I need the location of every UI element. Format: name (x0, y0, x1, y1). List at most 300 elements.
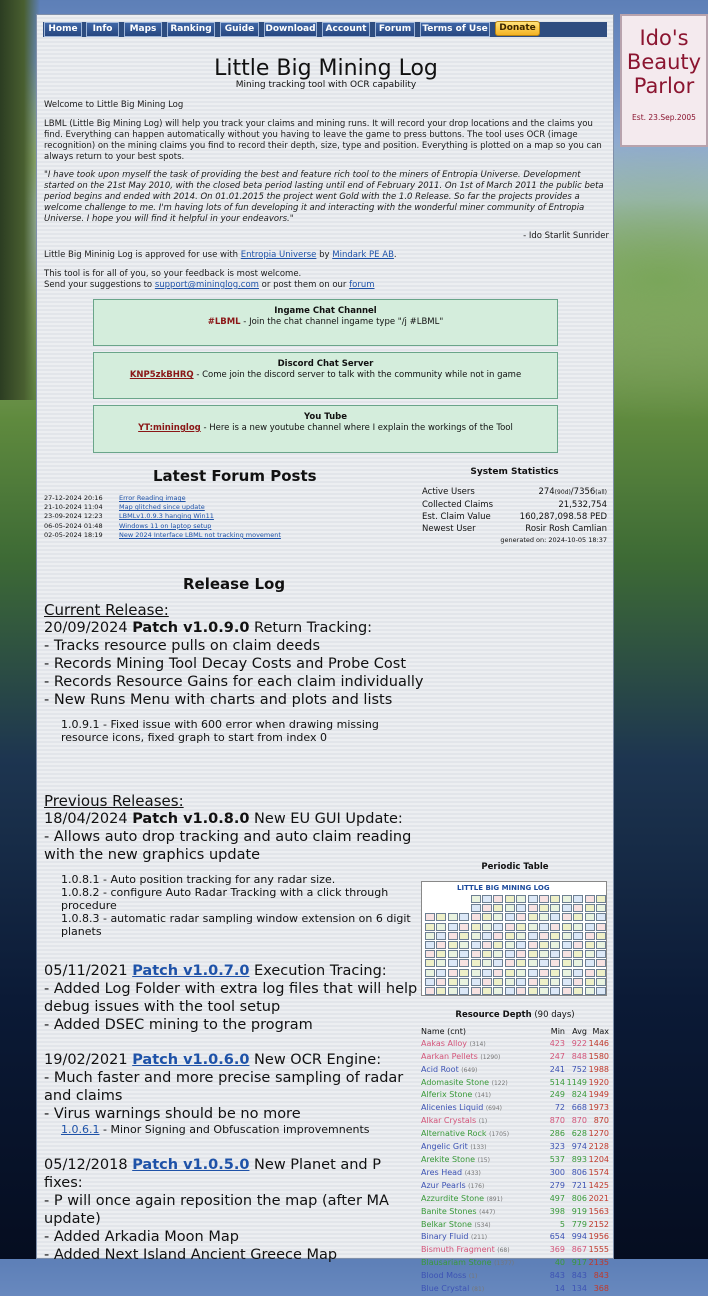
resource-name-cell (421, 1283, 543, 1296)
periodic-cell (539, 978, 549, 986)
resource-avg: 893 (571, 1154, 587, 1164)
resource-max: 2021 (588, 1193, 609, 1203)
periodic-cell (539, 913, 549, 921)
forum-link[interactable]: forum (349, 280, 375, 290)
periodic-cell (562, 978, 572, 986)
resource-row (421, 1257, 609, 1270)
periodic-cell (573, 959, 583, 967)
forum-post-link[interactable]: Map glitched since update (119, 503, 205, 512)
resource-avg: 134 (571, 1284, 587, 1294)
periodic-cell (562, 987, 572, 995)
youtube-heading: You Tube (304, 412, 347, 422)
resource-avg: 806 (571, 1167, 587, 1177)
periodic-cell (585, 959, 595, 967)
resource-count: (15) (477, 1156, 490, 1164)
resource-name: Alferix Stone (421, 1090, 473, 1100)
col-min: Min (550, 1026, 565, 1036)
resource-avg: 867 (571, 1245, 587, 1255)
col-name: Name (cnt) (421, 1026, 466, 1036)
periodic-cell (550, 904, 560, 912)
periodic-cell (528, 969, 538, 977)
periodic-cell (459, 987, 469, 995)
periodic-cell (482, 987, 492, 995)
periodic-cell (585, 932, 595, 940)
periodic-cell (448, 959, 458, 967)
stats-generated: generated on: 2024-10-05 18:37 (500, 536, 607, 544)
periodic-cell (425, 959, 435, 967)
forum-post (44, 494, 281, 503)
resource-count: (176) (468, 1182, 485, 1190)
resource-row (421, 1193, 609, 1206)
previous-releases-heading: Previous Releases: (44, 792, 184, 810)
mindark-link[interactable]: Mindark PE AB (332, 250, 394, 260)
nav-account[interactable]: Account (322, 22, 370, 37)
discord-heading: Discord Chat Server (277, 359, 374, 369)
periodic-cell (550, 969, 560, 977)
forum-post-link[interactable]: LBMLv1.0.9.3 hanging Win11 (119, 512, 214, 521)
resource-avg: 919 (571, 1206, 587, 1216)
resource-count: (133) (470, 1144, 487, 1152)
stat-row (422, 499, 607, 511)
forum-post (44, 512, 281, 521)
stat-label: Collected Claims (422, 500, 493, 510)
resource-name-cell (421, 1219, 543, 1232)
discord-invite-link[interactable]: KNP5zkBHRQ (129, 370, 194, 380)
resource-depth-title: Resource Depth (455, 1010, 532, 1020)
description-text: LBML (Little Big Mining Log) will help you track your claims and mining runs. It will record your drop locations and the claims you find. Everything can happen automatically without you having to leave the game to press buttons. The tool uses OCR (image recognition) on the mining claims you find to record their depth, size, type and position. Everything is plotted on a map so you can always return to your best spots. (44, 119, 602, 162)
periodic-cell (550, 941, 560, 949)
resource-max: 870 (593, 1116, 609, 1126)
resource-row (421, 1064, 609, 1077)
periodic-cell (493, 941, 503, 949)
periodic-cell (459, 950, 469, 958)
periodic-cell (482, 923, 492, 931)
resource-row (421, 1244, 609, 1257)
release-sub-lines (44, 873, 424, 938)
resource-min: 241 (549, 1064, 565, 1074)
release-1-0-5 (44, 1156, 424, 1264)
periodic-cell (596, 987, 606, 995)
resource-min: 279 (549, 1180, 565, 1190)
periodic-cell (425, 932, 435, 940)
resource-name: Ares Head (421, 1167, 463, 1177)
resource-max: 2152 (588, 1219, 609, 1229)
periodic-cell (596, 950, 606, 958)
release-line: - Tracks resource pulls on claim deeds (44, 638, 321, 654)
resource-count: (1705) (489, 1131, 510, 1139)
resource-row (421, 1115, 609, 1128)
release-sub-link[interactable]: 1.0.6.1 (61, 1123, 100, 1136)
resource-depth-rows (421, 1038, 609, 1296)
resource-count: (1) (478, 1118, 488, 1126)
periodic-cell (436, 987, 446, 995)
resource-avg: 752 (571, 1064, 587, 1074)
resource-min: 497 (549, 1193, 565, 1203)
resource-count: (433) (464, 1169, 481, 1177)
resource-avg: 721 (571, 1180, 587, 1190)
periodic-cell (539, 987, 549, 995)
resource-name-cell (421, 1064, 543, 1077)
periodic-cell (539, 950, 549, 958)
resource-min: 870 (549, 1116, 565, 1126)
periodic-cell (596, 923, 606, 931)
periodic-cell (493, 895, 503, 903)
periodic-cell (493, 950, 503, 958)
periodic-cell (448, 969, 458, 977)
resource-depth-table (421, 1010, 609, 1296)
stat-value: 21,532,754 (558, 500, 607, 510)
nav-bar (43, 22, 607, 37)
release-sub-line: 1.0.8.3 - automatic radar sampling window extension on 6 digit planets (61, 912, 411, 938)
periodic-cell (493, 923, 503, 931)
periodic-cell (471, 941, 481, 949)
entropia-link[interactable]: Entropia Universe (240, 250, 317, 260)
banner-line-1: Ido's (639, 26, 689, 50)
periodic-cell (573, 941, 583, 949)
periodic-cell (505, 969, 515, 977)
periodic-table-image[interactable] (421, 881, 607, 996)
youtube-box (93, 405, 558, 453)
nav-download[interactable]: Download (264, 22, 317, 37)
periodic-cell (596, 895, 606, 903)
periodic-cell (573, 969, 583, 977)
resource-name: Arekite Stone (421, 1154, 476, 1164)
resource-avg: 1149 (566, 1077, 587, 1087)
stat-row (422, 511, 607, 523)
periodic-cell (516, 959, 526, 967)
release-name: New EU GUI Update: (249, 811, 403, 827)
periodic-cell (448, 932, 458, 940)
periodic-cell (482, 969, 492, 977)
periodic-cell (528, 904, 538, 912)
release-title (44, 1051, 424, 1069)
resource-name: Binary Fluid (421, 1232, 469, 1242)
stat-row (422, 523, 607, 535)
nav-forum[interactable]: Forum (375, 22, 415, 37)
resource-name: Angelic Grit (421, 1142, 468, 1152)
periodic-cell (471, 904, 481, 912)
periodic-cell (459, 978, 469, 986)
resource-name-cell (421, 1089, 543, 1102)
periodic-cell (573, 987, 583, 995)
forum-post-link[interactable]: New 2024 Interface LBML not tracking movement (119, 530, 281, 539)
release-date: 05/11/2021 (44, 963, 133, 979)
release-sub-line (44, 1123, 424, 1136)
current-release-heading: Current Release: (44, 601, 169, 619)
periodic-cell (585, 895, 595, 903)
banner-established: Est. 23.Sep.2005 (632, 113, 696, 122)
periodic-cell (528, 923, 538, 931)
release-date: 20/09/2024 (44, 620, 133, 636)
approved-mid: by (316, 250, 333, 260)
periodic-cell (516, 978, 526, 986)
periodic-cell (459, 941, 469, 949)
periodic-cell (596, 969, 606, 977)
periodic-cell (505, 904, 515, 912)
resource-name: Banite Stones (421, 1206, 477, 1216)
stat-value: 274 (538, 487, 555, 497)
resource-max: 2128 (588, 1142, 609, 1152)
release-patch-link[interactable]: Patch v1.0.7.0 (132, 963, 250, 979)
periodic-cell (516, 913, 526, 921)
periodic-cell (448, 941, 458, 949)
periodic-cell (436, 978, 446, 986)
nav-terms[interactable]: Terms of Use (420, 22, 490, 37)
resource-row (421, 1051, 609, 1064)
release-line: - Added Log Folder with extra log files that will help debug issues with the tool setup (44, 981, 418, 1015)
periodic-cell (482, 941, 492, 949)
banner-text (622, 26, 706, 98)
quote-text: "I have took upon myself the task of providing the best and feature rich tool to the miners of Entropia Universe. Development started on the 21st May 2010, with the closed beta period lasting until end of February 2011. On 1st of March 2011 the public beta period begins and ended with 2014. On 01.01.2015 the project went Gold with the 1.0 Release. So far the projects provides a welcome challenge to me. I'm having lots of fun developing it and interacting with the wonderful miner community of Entropia Universe. I hope you will find it helpful in your endeavors." (44, 170, 604, 224)
resource-name-cell (421, 1180, 543, 1193)
periodic-cell (436, 932, 446, 940)
forum-post-date: 02-05-2024 18:19 (44, 530, 103, 539)
resource-name: Acid Root (421, 1064, 459, 1074)
resource-name-cell (421, 1051, 543, 1064)
resource-avg: 974 (571, 1142, 587, 1152)
resource-avg: 870 (571, 1116, 587, 1126)
periodic-cell (573, 904, 583, 912)
release-log-title: Release Log (183, 575, 286, 593)
resource-name-cell (421, 1038, 543, 1051)
resource-row (421, 1180, 609, 1193)
periodic-cell (596, 904, 606, 912)
resource-avg: 848 (571, 1051, 587, 1061)
periodic-cell (585, 904, 595, 912)
periodic-cell (493, 969, 503, 977)
periodic-cell (425, 923, 435, 931)
periodic-cell (448, 987, 458, 995)
resource-max: 1973 (588, 1103, 609, 1113)
periodic-cell (459, 923, 469, 931)
stat-label: Active Users (422, 487, 475, 497)
periodic-cell (505, 913, 515, 921)
resource-row (421, 1089, 609, 1102)
resource-min: 369 (549, 1245, 565, 1255)
resource-name: Blood Moss (421, 1271, 467, 1281)
periodic-cell (448, 913, 458, 921)
periodic-cell (528, 932, 538, 940)
periodic-cell (550, 978, 560, 986)
resource-name: Blausariam Stone (421, 1258, 492, 1268)
periodic-cell (436, 959, 446, 967)
resource-count: (1377) (494, 1260, 515, 1268)
release-patch-link[interactable]: Patch v1.0.6.0 (132, 1052, 250, 1068)
page-title: Little Big Mining Log (214, 56, 438, 81)
ingame-chat-box (93, 299, 558, 346)
periodic-cell (539, 932, 549, 940)
resource-min: 323 (549, 1142, 565, 1152)
resource-max: 1956 (588, 1232, 609, 1242)
approved-post: . (393, 250, 397, 260)
resource-row (421, 1038, 609, 1051)
periodic-cell (493, 959, 503, 967)
periodic-cell (505, 932, 515, 940)
periodic-cell (596, 978, 606, 986)
periodic-cell (573, 932, 583, 940)
approved-line (44, 250, 609, 261)
periodic-cell (516, 941, 526, 949)
periodic-cell (562, 959, 572, 967)
nav-guide[interactable]: Guide (220, 22, 259, 37)
resource-count: (314) (469, 1040, 486, 1048)
resource-name-cell (421, 1102, 543, 1115)
resource-depth-header (421, 1026, 609, 1038)
quote-signature: - Ido Starlit Sunrider (523, 231, 609, 241)
forum-post-link[interactable]: Error Reading image (119, 494, 186, 502)
current-release (44, 601, 424, 744)
periodic-cell (505, 895, 515, 903)
resource-min: 843 (549, 1271, 565, 1281)
periodic-cell (539, 923, 549, 931)
periodic-cell (528, 950, 538, 958)
resource-count: (1) (468, 1273, 478, 1281)
resource-min: 5 (559, 1219, 565, 1229)
periodic-cell (459, 959, 469, 967)
nav-info[interactable]: Info (86, 22, 119, 37)
periodic-cell (539, 895, 549, 903)
release-name: Execution Tracing: (249, 963, 387, 979)
support-email-link[interactable]: support@mininglog.com (154, 280, 259, 290)
resource-name-cell (421, 1167, 543, 1180)
periodic-cell (550, 959, 560, 967)
periodic-cell (471, 978, 481, 986)
periodic-cell (448, 978, 458, 986)
periodic-cell (425, 913, 435, 921)
release-name: Return Tracking: (249, 620, 373, 636)
resource-min: 423 (549, 1038, 565, 1048)
periodic-cell (471, 987, 481, 995)
release-date: 19/02/2021 (44, 1052, 133, 1068)
stat-value: 160,287,098.58 PED (519, 512, 607, 522)
resource-count: (534) (474, 1221, 491, 1229)
resource-name-cell (421, 1141, 543, 1154)
periodic-cell (505, 923, 515, 931)
ingame-chat-key: #LBML (207, 317, 241, 327)
periodic-cell (550, 895, 560, 903)
ingame-chat-heading: Ingame Chat Channel (274, 306, 377, 316)
resource-name: Belkar Stone (421, 1219, 472, 1229)
periodic-cell (528, 895, 538, 903)
periodic-table-logo: LITTLE BIG MINING LOG (457, 884, 550, 892)
resource-count: (1290) (480, 1053, 501, 1061)
periodic-cell (550, 987, 560, 995)
periodic-cell (562, 932, 572, 940)
resource-name-cell (421, 1270, 543, 1283)
forum-post (44, 503, 281, 512)
periodic-cell (596, 932, 606, 940)
periodic-cell (585, 950, 595, 958)
nav-home[interactable]: Home (44, 22, 82, 37)
periodic-cell (471, 969, 481, 977)
forum-post-date: 21-10-2024 11:04 (44, 503, 103, 512)
forum-post-link[interactable]: Windows 11 on laptop setup (119, 521, 212, 530)
release-patch: Patch v1.0.8.0 (132, 811, 250, 827)
periodic-cell (482, 978, 492, 986)
resource-row (421, 1141, 609, 1154)
periodic-cell (436, 913, 446, 921)
periodic-cell (425, 950, 435, 958)
periodic-cell (562, 941, 572, 949)
periodic-cell (471, 923, 481, 931)
system-stats-title: System Statistics (470, 467, 559, 477)
resource-depth-period: (90 days) (531, 1010, 575, 1020)
release-sub-line: 1.0.9.1 - Fixed issue with 600 error when drawing missing resource icons, fixed graph to start from index 0 (61, 718, 379, 744)
periodic-cell (573, 978, 583, 986)
banner-line-2: Beauty (626, 50, 702, 74)
release-line: - Allows auto drop tracking and auto claim reading with the new graphics update (44, 829, 412, 863)
resource-name: Aakas Alloy (421, 1038, 468, 1048)
resource-name-cell (421, 1257, 543, 1270)
resource-avg: 806 (571, 1193, 587, 1203)
periodic-cell (585, 941, 595, 949)
release-date: 18/04/2024 (44, 811, 133, 827)
resource-avg: 843 (571, 1271, 587, 1281)
periodic-cell (505, 978, 515, 986)
stat-row (422, 486, 607, 499)
periodic-cell (493, 913, 503, 921)
periodic-cell (493, 978, 503, 986)
release-patch-link[interactable]: Patch v1.0.5.0 (132, 1157, 250, 1173)
stat-label: Est. Claim Value (422, 512, 491, 522)
welcome-text: Welcome to Little Big Mining Log (44, 100, 184, 110)
resource-count: (891) (486, 1195, 503, 1203)
resource-name: Bismuth Fragment (421, 1245, 495, 1255)
youtube-link[interactable]: YT:mininglog (138, 423, 201, 433)
forum-post (44, 531, 281, 540)
periodic-cell (562, 969, 572, 977)
resource-min: 247 (549, 1051, 565, 1061)
resource-max: 1920 (588, 1077, 609, 1087)
periodic-cell (550, 950, 560, 958)
periodic-cell (562, 895, 572, 903)
nav-maps[interactable]: Maps (124, 22, 162, 37)
release-patch: Patch v1.0.9.0 (132, 620, 250, 636)
release-line: - Much faster and more precise sampling of radar and claims (44, 1070, 404, 1104)
resource-row (421, 1102, 609, 1115)
resource-row (421, 1077, 609, 1090)
periodic-cell (448, 923, 458, 931)
periodic-cell (459, 932, 469, 940)
youtube-text: - Here is a new youtube channel where I explain the workings of the Tool (200, 423, 513, 433)
periodic-cell (425, 987, 435, 995)
resource-row (421, 1231, 609, 1244)
periodic-cell (505, 959, 515, 967)
resource-avg: 779 (571, 1219, 587, 1229)
ido-beauty-parlor-banner[interactable] (620, 14, 708, 147)
nav-ranking[interactable]: Ranking (167, 22, 215, 37)
periodic-cell (436, 969, 446, 977)
periodic-cell (562, 904, 572, 912)
resource-name-cell (421, 1193, 543, 1206)
periodic-cell (436, 950, 446, 958)
resource-name: Azur Pearls (421, 1180, 466, 1190)
resource-name-cell (421, 1206, 543, 1219)
resource-avg: 922 (571, 1038, 587, 1048)
resource-max: 1580 (588, 1051, 609, 1061)
resource-max: 1204 (588, 1154, 609, 1164)
resource-min: 514 (549, 1077, 565, 1087)
resource-max: 843 (593, 1271, 609, 1281)
forum-post-date: 06-05-2024 01:48 (44, 521, 103, 530)
periodic-cell (596, 913, 606, 921)
donate-button[interactable]: Donate (495, 21, 540, 36)
resource-max: 1555 (588, 1245, 609, 1255)
resource-count: (81) (471, 1286, 485, 1294)
release-1-0-6 (44, 1051, 424, 1136)
periodic-cell (459, 913, 469, 921)
resource-max: 1988 (588, 1064, 609, 1074)
